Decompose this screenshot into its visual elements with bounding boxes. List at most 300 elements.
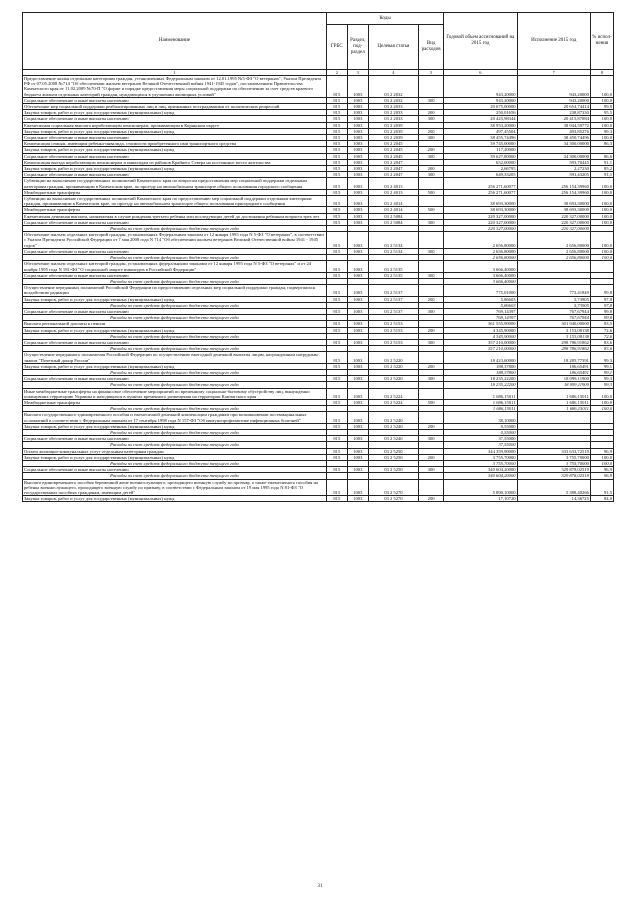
row-razdel: 1003 [347, 213, 368, 219]
row-annual: 340 604,20000 [444, 467, 517, 473]
row-percent: 100,0 [590, 189, 613, 195]
row-vid: 300 [419, 436, 444, 442]
row-annual: 0,55000 [444, 423, 517, 429]
row-grbs: 815 [326, 399, 347, 405]
row-annual: 38 455,74496 [444, 135, 517, 141]
col-index: 4 [368, 70, 418, 76]
row-target: 03 2 5135 [368, 261, 418, 272]
row-annual: 357 210,00000 [444, 346, 517, 352]
row-annual: 18 235,22200 [444, 382, 517, 388]
row-razdel: 1003 [347, 248, 368, 254]
row-name: Осуществление переданного полномочия Российской Федерации по осуществлению ежегодной денежной выплаты лицам, награжденным нагрудным знаком "Почетный донор России" [23, 352, 327, 363]
row-name: Расходы за счет средств федерального бюджета текущего года [23, 473, 327, 479]
row-razdel: 1003 [347, 436, 368, 442]
row-percent: 100,0 [590, 213, 613, 219]
row-grbs: 815 [326, 97, 347, 103]
row-grbs: 815 [326, 147, 347, 153]
row-annual: 361 555,90000 [444, 321, 517, 327]
row-executed: 493,85276 [517, 128, 590, 134]
row-executed: 186,65491 [517, 369, 590, 375]
row-executed: 943,20000 [517, 97, 590, 103]
table-row [23, 285, 614, 296]
row-percent: 96,9 [590, 473, 613, 479]
row-percent: 100,0 [590, 232, 613, 249]
row-executed: 333 633,72519 [517, 448, 590, 454]
table-body [23, 76, 614, 502]
row-percent: 72,6 [590, 333, 613, 339]
row-grbs: 815 [326, 196, 347, 207]
row-executed: 5,73905 [517, 296, 590, 302]
row-vid: 300 [419, 272, 444, 278]
row-grbs: 815 [326, 327, 347, 333]
row-target: 03 2 5153 [368, 327, 418, 333]
row-target: 03 2 2047 [368, 159, 418, 165]
row-target: 03 2 5220 [368, 352, 418, 363]
row-vid: 300 [419, 308, 444, 314]
row-percent: 100,0 [590, 207, 613, 213]
row-percent: 83,6 [590, 346, 613, 352]
row-name: Расходы за счет средств федерального бюджета текущего года [23, 226, 327, 232]
row-percent: 96,9 [590, 448, 613, 454]
row-name: Расходы за счет средств федерального бюджета текущего года [23, 255, 327, 261]
row-grbs: 815 [326, 496, 347, 502]
row-target: 03 2 2032 [368, 97, 418, 103]
row-percent: 83,5 [590, 321, 613, 327]
row-executed: 38 450,74496 [517, 135, 590, 141]
row-vid [419, 388, 444, 399]
header-target: Целевая статья [368, 25, 418, 70]
row-executed: 34 300,00000 [517, 141, 590, 147]
row-grbs: 815 [326, 448, 347, 454]
row-executed: 3 755,70000 [517, 454, 590, 460]
table-row [23, 352, 614, 363]
header-grbs: ГРБС [326, 25, 347, 70]
row-annual: 5,86603 [444, 296, 517, 302]
row-razdel: 1003 [347, 376, 368, 382]
row-grbs: 815 [326, 272, 347, 278]
row-vid: 200 [419, 496, 444, 502]
row-name: Ежемесячная социальная выплата неработающим пенсионерам, проживающим в Корякском округе [23, 122, 327, 128]
row-annual: 4 345,90000 [444, 333, 517, 339]
row-annual: 5,86603 [444, 302, 517, 308]
row-vid: 200 [419, 327, 444, 333]
row-annual: 652,00000 [444, 159, 517, 165]
row-name: Закупка товаров, работ и услуг для государственных (муниципальных) нужд [23, 423, 327, 429]
row-annual: 3 666,40000 [444, 261, 517, 272]
row-target: 03 2 2033 [368, 116, 418, 122]
row-name: Расходы за счет средств федерального бюджета текущего года [23, 382, 327, 388]
row-percent: 100,0 [590, 196, 613, 207]
row-executed: 773,41849 [517, 285, 590, 296]
row-vid [419, 76, 444, 98]
row-grbs: 815 [326, 153, 347, 159]
row-grbs: 815 [326, 261, 347, 272]
row-annual: 357 210,00000 [444, 339, 517, 345]
row-annual: 20 425,98344 [444, 116, 517, 122]
row-razdel: 1003 [347, 178, 368, 189]
row-grbs: 815 [326, 232, 347, 249]
row-annual: 188,37800 [444, 363, 517, 369]
row-grbs: 815 [326, 467, 347, 473]
row-percent: 100,0 [590, 122, 613, 128]
row-name: Социальное обеспечение и иные выплаты населению [23, 376, 327, 382]
row-grbs: 815 [326, 178, 347, 189]
row-razdel: 1003 [347, 172, 368, 178]
row-percent: 99,8 [590, 308, 613, 314]
col-index: 5 [419, 70, 444, 76]
row-razdel: 1003 [347, 272, 368, 278]
row-name: Компенсация выезда неработающим пенсионерам и инвалидам из районов Крайнего Севера на постоянное место жительства [23, 159, 327, 165]
row-razdel: 1003 [347, 97, 368, 103]
row-executed: 5,73905 [517, 302, 590, 308]
row-annual: 2 656,80000 [444, 248, 517, 254]
row-percent: 100,0 [590, 248, 613, 254]
row-executed: 767,67944 [517, 315, 590, 321]
row-vid [419, 232, 444, 249]
row-executed: 1 686,15011 [517, 388, 590, 399]
row-percent [590, 261, 613, 272]
row-executed: 38 693,30000 [517, 196, 590, 207]
row-executed: 1 686,15011 [517, 399, 590, 405]
header-codes: Коды [326, 13, 443, 25]
row-razdel: 1003 [347, 448, 368, 454]
header-name: Наименование [23, 13, 327, 70]
row-target: 03 2 5250 [368, 448, 418, 454]
header-percent: % испол-нения [590, 13, 613, 70]
row-percent: 83,6 [590, 339, 613, 345]
row-percent: 72,6 [590, 327, 613, 333]
row-percent: 100,0 [590, 116, 613, 122]
row-grbs: 815 [326, 352, 347, 363]
row-percent: 100,0 [590, 135, 613, 141]
row-razdel: 1003 [347, 308, 368, 314]
row-grbs: 815 [326, 308, 347, 314]
row-executed: 256 154,39960 [517, 178, 590, 189]
row-percent: 97,8 [590, 296, 613, 302]
row-percent: 91,1 [590, 159, 613, 165]
row-percent: 95,5 [590, 110, 613, 116]
row-vid: 500 [419, 399, 444, 405]
row-name: Ежемесячная денежная выплата, назначаемая в случае рождения третьего ребенка или последующих детей до достижения ребенком возраста трех лет [23, 213, 327, 219]
row-razdel: 1003 [347, 232, 368, 249]
row-grbs: 815 [326, 436, 347, 442]
row-target: 03 2 5134 [368, 248, 418, 254]
row-name: Социальное обеспечение и иные выплаты населению [23, 308, 327, 314]
row-razdel: 1003 [347, 261, 368, 272]
header-executed: Исполнение 2015 год [517, 13, 590, 70]
row-razdel: 1003 [347, 352, 368, 363]
row-name: Расходы за счет средств федерального бюджета текущего года [23, 333, 327, 339]
row-executed: 2,27230 [517, 166, 590, 172]
row-vid: 300 [419, 219, 444, 225]
row-name: Социальное обеспечение и иные выплаты населению [23, 153, 327, 159]
row-vid: 300 [419, 97, 444, 103]
row-vid: 200 [419, 454, 444, 460]
row-target: 03 2 2039 [368, 128, 418, 134]
row-target: 03 2 2047 [368, 172, 418, 178]
row-name: Расходы за счет средств федерального бюджета текущего года [23, 369, 327, 375]
row-annual: 250,01656 [444, 110, 517, 116]
row-razdel: 1003 [347, 423, 368, 429]
row-percent: 100,0 [590, 388, 613, 399]
row-percent: 99,1 [590, 369, 613, 375]
row-executed: 18 285,77391 [517, 352, 590, 363]
row-target: 03 2 5220 [368, 363, 418, 369]
row-name: Субвенции на выполнение государственных полномочий Камчатского края по вопросам предоставления мер социальной поддержки отдельным категориям граждан, проживающим в Камчатском крае, по проезду на автомобильном транспорте общего пользования городского сообщения [23, 178, 327, 189]
row-razdel: 1003 [347, 467, 368, 473]
header-razdel: Раздел, под-раздел [347, 25, 368, 70]
row-percent: 86,3 [590, 141, 613, 147]
table-row [23, 196, 614, 207]
row-name: Обеспечение жильем отдельных категорий граждан, установленных Федеральным законом от 12 января 1995 года N 5-ФЗ "О ветеранах", в соответствии с Указом Президента Российской Федерации от 7 мая 2008 года N 714 "Об обеспечении жильем ветеранов Великой Отечественной войны 1941 - 1945 годов" [23, 232, 327, 249]
row-annual: 37,55000 [444, 442, 517, 448]
row-executed: 256 154,39960 [517, 189, 590, 195]
row-target: 03 2 5250 [368, 454, 418, 460]
row-name: Обеспечение жильем отдельных категорий граждан, установленных федеральными законами от 12 января 1995 года N 5-ФЗ "О ветеранах" и от 24 ноября 1995 года N 181-ФЗ "О социальной защите инвалидов в Российской Федерации" [23, 261, 327, 272]
row-razdel: 1003 [347, 159, 368, 165]
row-target: 03 2 5137 [368, 308, 418, 314]
row-annual: 3 755,70000 [444, 454, 517, 460]
row-target: 03 2 4013 [368, 189, 418, 195]
row-annual: 188,37800 [444, 369, 517, 375]
row-annual: 649,33205 [444, 172, 517, 178]
row-percent: 99,9 [590, 104, 613, 110]
row-executed: 5 388,40266 [517, 479, 590, 496]
row-annual: 497,45504 [444, 128, 517, 134]
row-annual: 17,10720 [444, 496, 517, 502]
row-vid: 300 [419, 153, 444, 159]
row-executed: 186,65491 [517, 363, 590, 369]
row-percent: 100,0 [590, 406, 613, 412]
row-name: Социальное обеспечение и иные выплаты населению [23, 172, 327, 178]
row-annual: 2,66795 [444, 166, 517, 172]
row-name: Расходы за счет средств федерального бюджета текущего года [23, 315, 327, 321]
row-annual: 775,01000 [444, 285, 517, 296]
row-target: 03 2 5153 [368, 321, 418, 327]
row-percent: 99,3 [590, 128, 613, 134]
row-executed: 238,87330 [517, 110, 590, 116]
row-vid: 200 [419, 363, 444, 369]
row-name: Социальное обеспечение и иные выплаты населению [23, 467, 327, 473]
row-razdel: 1003 [347, 76, 368, 98]
row-grbs: 815 [326, 207, 347, 213]
row-grbs: 815 [326, 339, 347, 345]
table-row [23, 479, 614, 496]
row-name: Социальное обеспечение и иные выплаты населению [23, 272, 327, 278]
row-annual: 3 666,40000 [444, 272, 517, 278]
row-grbs: 815 [326, 296, 347, 302]
row-percent: 99,1 [590, 363, 613, 369]
row-razdel: 1003 [347, 399, 368, 405]
row-annual: 1 686,15011 [444, 406, 517, 412]
col-index: 1 [23, 70, 327, 76]
row-vid: 200 [419, 128, 444, 134]
row-annual: 38 693,30000 [444, 207, 517, 213]
row-executed: 329 878,02519 [517, 467, 590, 473]
row-target: 03 2 5270 [368, 479, 418, 496]
row-grbs: 815 [326, 219, 347, 225]
budget-table [22, 12, 614, 502]
row-executed: 591,43205 [517, 172, 590, 178]
row-name: Обеспечение мер социальной поддержки реабилитированных лиц и лиц, признанных пострадавшими от политических репрессий [23, 104, 327, 110]
row-executed: 38 693,30000 [517, 207, 590, 213]
row-name: Расходы за счет средств федерального бюджета текущего года [23, 278, 327, 284]
row-executed: 220 327,00000 [517, 226, 590, 232]
row-executed: 14,36725 [517, 496, 590, 502]
row-percent: 99,3 [590, 376, 613, 382]
row-name: Расходы за счет средств федерального бюджета текущего года [23, 429, 327, 435]
row-razdel: 1003 [347, 196, 368, 207]
row-target: 03 2 5250 [368, 467, 418, 473]
row-annual: 37,55000 [444, 436, 517, 442]
row-vid: 500 [419, 207, 444, 213]
row-target: 03 2 5270 [368, 496, 418, 502]
row-razdel: 1003 [347, 147, 368, 153]
row-annual: 943,20000 [444, 97, 517, 103]
row-annual: 340 604,20000 [444, 473, 517, 479]
row-annual: 4 345,90000 [444, 327, 517, 333]
document-page [22, 12, 614, 502]
row-target: 03 2 2039 [368, 122, 418, 128]
table-header [23, 13, 614, 76]
row-grbs: 815 [326, 141, 347, 147]
row-name: Закупка товаров, работ и услуг для государственных (муниципальных) нужд [23, 363, 327, 369]
row-executed: 767,67944 [517, 308, 590, 314]
table-row [23, 388, 614, 399]
table-row [23, 412, 614, 423]
row-target: 03 2 4014 [368, 207, 418, 213]
row-target: 03 2 2047 [368, 166, 418, 172]
row-percent: 91,1 [590, 172, 613, 178]
row-annual: 220 327,00000 [444, 213, 517, 219]
row-executed: 2 656,80000 [517, 232, 590, 249]
row-razdel: 1003 [347, 363, 368, 369]
row-annual: 256 271,60077 [444, 178, 517, 189]
row-razdel: 1003 [347, 339, 368, 345]
page-number: 31 [317, 884, 323, 889]
row-target: 03 2 5084 [368, 219, 418, 225]
row-executed: 298 786,91862 [517, 339, 590, 345]
row-razdel: 1003 [347, 189, 368, 195]
row-percent: 100,0 [590, 255, 613, 261]
row-grbs: 815 [326, 110, 347, 116]
row-vid: 300 [419, 135, 444, 141]
row-razdel: 1003 [347, 104, 368, 110]
row-grbs: 815 [326, 76, 347, 98]
row-percent: 100,0 [590, 97, 613, 103]
row-percent: 91,5 [590, 479, 613, 496]
row-executed: 298 786,91862 [517, 346, 590, 352]
row-grbs: 815 [326, 454, 347, 460]
row-name: Предоставление жилья отдельным категориям граждан, установленных Федеральным законом от 12.01.1995 №5-ФЗ "О ветеранах", Указом Президента РФ от 07.05.2008 №714 "Об обеспечении жильем ветеранов Великой Отечественной войны 1941-1945 годов", постановлением Правительства Камчатского края от 11.02.2009 №70-П "О форме и порядке предоставления меры социальной поддержки по обеспечению за счет средств краевого бюджета жильем отдельных категорий граждан, нуждающихся в улучшении жилищных условий" [23, 76, 327, 98]
row-grbs: 815 [326, 116, 347, 122]
row-razdel: 1003 [347, 454, 368, 460]
row-name: Расходы за счет средств федерального бюджета текущего года [23, 346, 327, 352]
row-executed: 34 300,00000 [517, 153, 590, 159]
table-row [23, 76, 614, 98]
row-vid [419, 479, 444, 496]
row-name: Иные межбюджетные трансферты на финансовое обеспечение мероприятий по временному социально-бытовому обустройству лиц, вынужденно покинувших территорию Украины и находящихся в пунктах временного размещения на территории Камчатского края [23, 388, 327, 399]
row-percent: 100,0 [590, 461, 613, 467]
row-name: Закупка товаров, работ и услуг для государственных (муниципальных) нужд [23, 296, 327, 302]
row-vid: 200 [419, 296, 444, 302]
row-name: Социальное обеспечение и иные выплаты населению [23, 219, 327, 225]
row-annual: 2 656,80000 [444, 232, 517, 249]
row-annual: 38 693,30000 [444, 196, 517, 207]
row-annual: 1 686,15011 [444, 388, 517, 399]
row-name: Межбюджетные трансферты [23, 399, 327, 405]
row-annual: 38 953,20000 [444, 122, 517, 128]
row-name: Субвенции на выполнение государственных полномочий Камчатского края по предоставлению мер социальной поддержки отдельным категориям граждан, проживающим в Камчатском крае, по проезду на автомобильном транспорте общего пользования пригородного сообщения [23, 196, 327, 207]
row-razdel: 1003 [347, 219, 368, 225]
row-target: 03 2 2033 [368, 104, 418, 110]
row-percent: 99,8 [590, 315, 613, 321]
row-name: Выплата единовременного пособия беременной жене военнослужащего, проходящего военную службу по призыву, а также ежемесячного пособия на ребенка военнослужащего, проходящего военную службу по призыву, в соответствии с Федеральным законом от 19 мая 1995 года N 81-ФЗ "О государственных пособиях гражданам, имеющим детей" [23, 479, 327, 496]
row-executed: 2 656,80000 [517, 248, 590, 254]
row-vid: 300 [419, 467, 444, 473]
row-executed: 301 940,00000 [517, 321, 590, 327]
row-percent: 84,0 [590, 496, 613, 502]
row-percent: 99,3 [590, 352, 613, 363]
row-vid [419, 285, 444, 296]
row-name: Компенсация семьям, имеющим ребенка-инвалида, стоимости приобретенного ими транспортного средства [23, 141, 327, 147]
row-vid: 200 [419, 166, 444, 172]
row-executed: 18 099,11900 [517, 382, 590, 388]
row-name: Расходы за счет средств федерального бюджета текущего года [23, 302, 327, 308]
row-target: 03 2 5240 [368, 436, 418, 442]
row-name: Расходы за счет средств федерального бюджета текущего года [23, 406, 327, 412]
header-annual: Годовой объем ассигнований на 2015 год [444, 13, 517, 70]
row-name: Социальное обеспечение и иные выплаты населению [23, 248, 327, 254]
row-percent: 96,9 [590, 467, 613, 473]
row-vid: 200 [419, 423, 444, 429]
row-razdel: 1003 [347, 110, 368, 116]
row-razdel: 1003 [347, 479, 368, 496]
row-razdel: 1003 [347, 327, 368, 333]
row-target: 03 2 2045 [368, 147, 418, 153]
row-vid: 300 [419, 248, 444, 254]
row-annual: 39 627,80000 [444, 153, 517, 159]
table-row [23, 261, 614, 272]
row-vid: 300 [419, 116, 444, 122]
row-name: Социальное обеспечение и иные выплаты населению [23, 135, 327, 141]
col-index: 3 [347, 70, 368, 76]
row-grbs: 815 [326, 423, 347, 429]
row-razdel: 1003 [347, 128, 368, 134]
row-executed: 3 755,70000 [517, 461, 590, 467]
row-annual: 0,55000 [444, 429, 517, 435]
row-executed: 329 878,02519 [517, 473, 590, 479]
row-vid [419, 261, 444, 272]
row-grbs: 815 [326, 412, 347, 423]
row-executed: 943,20000 [517, 76, 590, 98]
row-percent: 99,3 [590, 382, 613, 388]
row-percent: 100,0 [590, 178, 613, 189]
row-vid: 200 [419, 147, 444, 153]
row-annual: 769,14397 [444, 315, 517, 321]
row-vid [419, 352, 444, 363]
row-executed: 38 944,59772 [517, 122, 590, 128]
row-annual: 18 423,60000 [444, 352, 517, 363]
col-index: 8 [590, 70, 613, 76]
row-executed: 220 327,00000 [517, 213, 590, 219]
row-name: Социальное обеспечение и иные выплаты населению [23, 116, 327, 122]
row-percent: 85,2 [590, 166, 613, 172]
row-vid [419, 196, 444, 207]
row-name: Расходы за счет средств федерального бюджета текущего года [23, 461, 327, 467]
row-name: Социальное обеспечение и иные выплаты населению [23, 97, 327, 103]
row-razdel: 1003 [347, 141, 368, 147]
